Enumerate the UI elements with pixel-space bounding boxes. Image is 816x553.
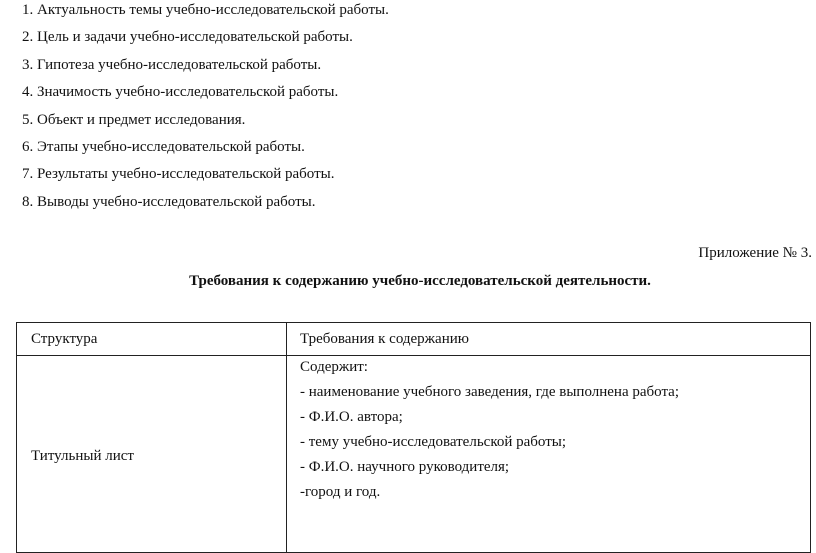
list-item: 5. Объект и предмет исследования.	[22, 111, 246, 128]
table-cell-structure	[17, 356, 287, 553]
list-item: 8. Выводы учебно-исследовательской работы.	[22, 193, 316, 210]
requirement-line: - наименование учебного заведения, где выполнена работа;	[300, 384, 680, 400]
list-item: 4. Значимость учебно-исследовательской работы.	[22, 84, 339, 101]
list-item: 7. Результаты учебно-исследовательской работы.	[22, 166, 335, 183]
list-item: 6. Этапы учебно-исследовательской работы.	[22, 138, 305, 155]
list-item: 2. Цель и задачи учебно-исследовательской работы.	[22, 29, 353, 46]
table-header-cell	[17, 323, 287, 356]
table-row	[17, 356, 811, 553]
table-header-row	[17, 323, 811, 356]
list-item: 3. Гипотеза учебно-исследовательской работы.	[22, 56, 322, 73]
table-header-cell	[287, 323, 811, 356]
requirement-line: - тему учебно-исследовательской работы;	[300, 434, 567, 450]
row-structure-label: Титульный лист	[31, 447, 134, 464]
requirement-line: Содержит:	[300, 359, 368, 375]
requirement-line: - Ф.И.О. автора;	[300, 409, 403, 425]
requirement-line: - Ф.И.О. научного руководителя;	[300, 459, 510, 475]
section-heading: Требования к содержанию учебно-исследовательской деятельности.	[189, 273, 651, 289]
numbered-topic-list	[22, 0, 389, 219]
header-structure: Структура	[31, 330, 98, 347]
header-requirements: Требования к содержанию	[300, 330, 469, 347]
list-item: 1. Актуальность темы учебно-исследовательской работы.	[22, 2, 389, 18]
appendix-label: Приложение № 3.	[698, 245, 812, 261]
requirement-line: -город и год.	[300, 484, 381, 500]
requirements-table	[16, 322, 811, 553]
table-cell-requirements	[287, 356, 811, 553]
